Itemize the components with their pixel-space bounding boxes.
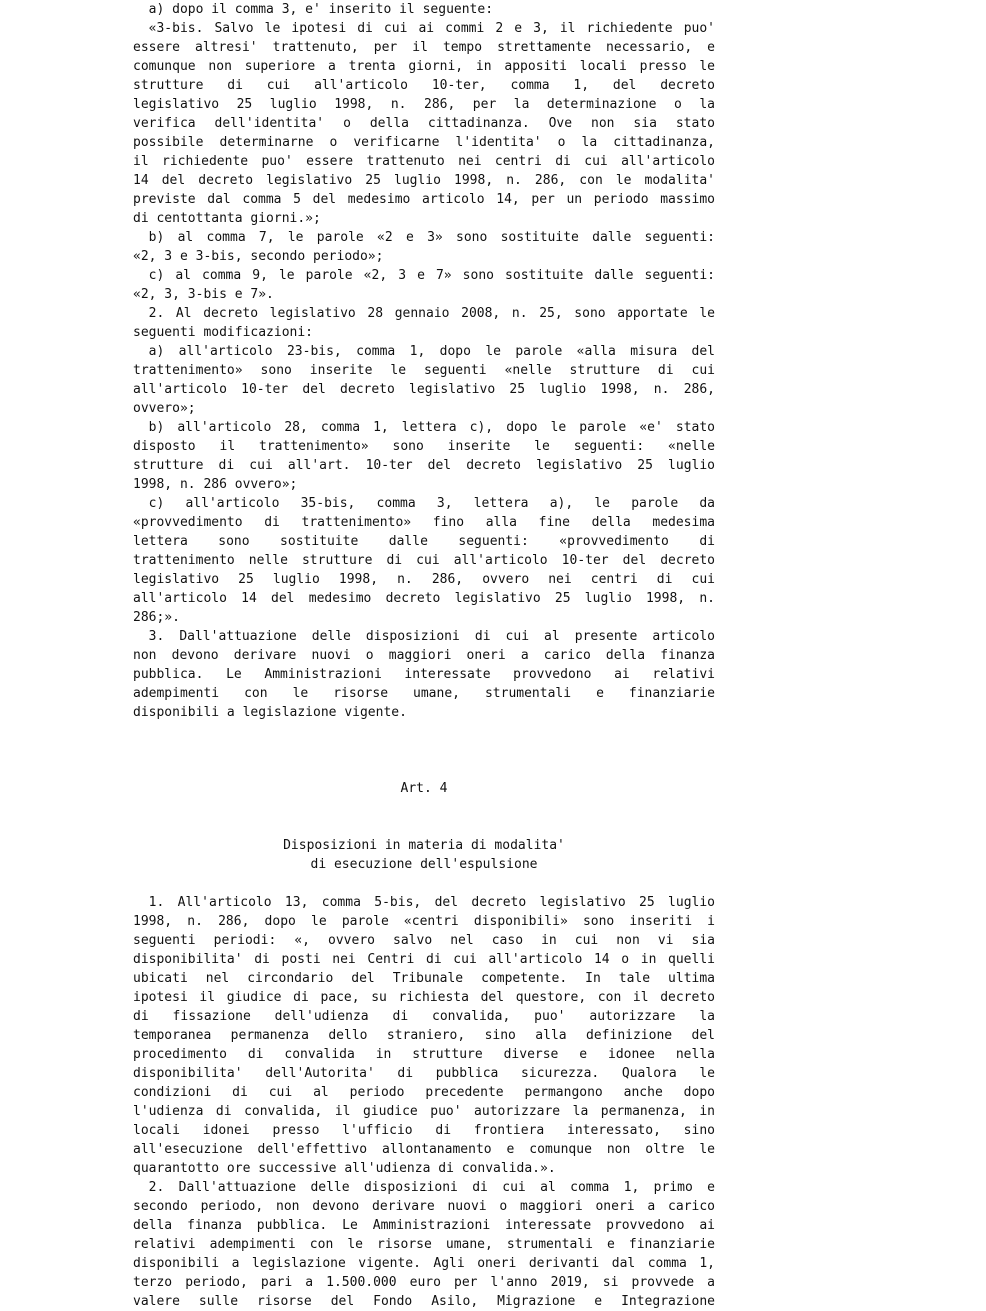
text-line: disposto il trattenimento» sono inserite le seguenti: «nelle [133,439,715,454]
text-line: all'articolo 10-ter del decreto legislativo 25 luglio 1998, n. 286, [133,382,715,397]
blank-line [133,741,715,760]
text-line: b) al comma 7, le parole «2 e 3» sono sostituite dalle seguenti: [148,230,715,245]
text-line: seguenti periodi: «, ovvero salvo nel caso in cui non vi sia [133,933,715,948]
text-line: c) al comma 9, le parole «2, 3 e 7» sono sostituite dalle seguenti: [148,268,715,283]
text-line: all'esecuzione dell'effettivo allontanamento e comunque non oltre le [133,1142,715,1157]
text-line: strutture di cui all'articolo 10-ter, comma 1, del decreto [133,78,715,93]
text-line: legislativo 25 luglio 1998, n. 286, ovvero nei centri di cui [133,572,715,587]
text-line: della finanza pubblica. Le Amministrazioni interessate provvedono ai [133,1218,715,1233]
text-line: «3-bis. Salvo le ipotesi di cui ai commi 2 e 3, il richiedente puo' [148,21,715,36]
article-heading: Art. 4 [400,781,448,796]
text-line: valere sulle risorse del Fondo Asilo, Migrazione e Integrazione [133,1294,715,1309]
text-line: di fissazione dell'udienza di convalida, puo' autorizzare la [133,1009,715,1024]
text-line: condizioni di cui al periodo precedente permangono anche dopo [133,1085,715,1100]
article-title-line: di esecuzione dell'espulsione [310,857,538,872]
text-line: locali idonei presso l'ufficio di frontiera interessato, sino [133,1123,715,1138]
text-line: 286;». [133,610,180,625]
text-line: disponibilita' di posti nei Centri di cui all'articolo 14 o in quelli [133,952,715,967]
text-line: 1. All'articolo 13, comma 5-bis, del decreto legislativo 25 luglio [148,895,715,910]
text-line: seguenti modificazioni: [133,325,314,340]
text-line: 2. Dall'attuazione delle disposizioni di cui al comma 1, primo e [148,1180,715,1195]
document-body [133,0,715,1311]
text-line: «2, 3 e 3-bis, secondo periodo»; [133,249,384,264]
text-line: a) dopo il comma 3, e' inserito il seguente: [133,2,494,17]
text-line: possibile determinarne o verificarne l'identita' o la cittadinanza, [133,135,715,150]
text-line: l'udienza di convalida, il giudice puo' autorizzare la permanenza, in [133,1104,715,1119]
text-line: relativi adempimenti con le risorse umane, strumentali e finanziarie [133,1237,715,1252]
text-line: b) all'articolo 28, comma 1, lettera c), dopo le parole «e' stato [148,420,715,435]
text-line: secondo periodo, non devono derivare nuovi o maggiori oneri a carico [133,1199,715,1214]
text-line: il richiedente puo' essere trattenuto nei centri di cui all'articolo [133,154,715,169]
text-line: non devono derivare nuovi o maggiori oneri a carico della finanza [133,648,715,663]
text-line: 2. Al decreto legislativo 28 gennaio 2008, n. 25, sono apportate le [148,306,715,321]
text-line: ipotesi il giudice di pace, su richiesta del questore, con il decreto [133,990,715,1005]
text-line: temporanea permanenza dello straniero, sino alla definizione del [133,1028,715,1043]
text-line: disponibili a legislazione vigente. Agli oneri derivanti dal comma 1, [133,1256,715,1271]
text-line: all'articolo 14 del medesimo decreto legislativo 25 luglio 1998, n. [133,591,715,606]
text-line: strutture di cui all'art. 10-ter del decreto legislativo 25 luglio [133,458,715,473]
text-line: 1998, n. 286 ovvero»; [133,477,298,492]
blank-line [133,817,715,836]
text-line: di centottanta giorni.»; [133,211,321,226]
blank-line [133,722,715,741]
text-line: quarantotto ore successive all'udienza di convalida.». [133,1161,556,1176]
text-line: «2, 3, 3-bis e 7». [133,287,274,302]
article-title-line: Disposizioni in materia di modalita' [283,838,565,853]
text-line: trattenimento» sono inserite le seguenti «nelle strutture di cui [133,363,715,378]
text-line: previste dal comma 5 del medesimo articolo 14, per un periodo massimo [133,192,715,207]
text-line: verifica dell'identita' o della cittadinanza. Ove non sia stato [133,116,715,131]
blank-line [133,760,715,779]
text-line: trattenimento nelle strutture di cui all'articolo 10-ter del decreto [133,553,715,568]
text-line: procedimento di convalida in strutture diverse e idonee nella [133,1047,715,1062]
blank-line [133,874,715,893]
text-line: a) all'articolo 23-bis, comma 1, dopo le parole «alla misura del [148,344,715,359]
text-line: 1998, n. 286, dopo le parole «centri disponibili» sono inseriti i [133,914,715,929]
text-line: adempimenti con le risorse umane, strumentali e finanziarie [133,686,715,701]
text-line: lettera sono sostituite dalle seguenti: «provvedimento di [133,534,715,549]
text-line: disponibilita' dell'Autorita' di pubblica sicurezza. Qualora le [133,1066,715,1081]
text-line: 14 del decreto legislativo 25 luglio 1998, n. 286, con le modalita' [133,173,715,188]
text-line: disponibili a legislazione vigente. [133,705,407,720]
text-line: essere altresi' trattenuto, per il tempo strettamente necessario, e [133,40,715,55]
text-line: legislativo 25 luglio 1998, n. 286, per la determinazione o la [133,97,715,112]
text-line: ovvero»; [133,401,196,416]
text-line: ubicati nel circondario del Tribunale competente. In tale ultima [133,971,715,986]
blank-line [133,798,715,817]
text-line: «provvedimento di trattenimento» fino alla fine della medesima [133,515,715,530]
text-line: 3. Dall'attuazione delle disposizioni di cui al presente articolo [148,629,715,644]
text-line: pubblica. Le Amministrazioni interessate provvedono ai relativi [133,667,715,682]
text-line: comunque non superiore a trenta giorni, in appositi locali presso le [133,59,715,74]
text-line: c) all'articolo 35-bis, comma 3, lettera a), le parole da [148,496,715,511]
text-line: terzo periodo, pari a 1.500.000 euro per l'anno 2019, si provvede a [133,1275,715,1290]
